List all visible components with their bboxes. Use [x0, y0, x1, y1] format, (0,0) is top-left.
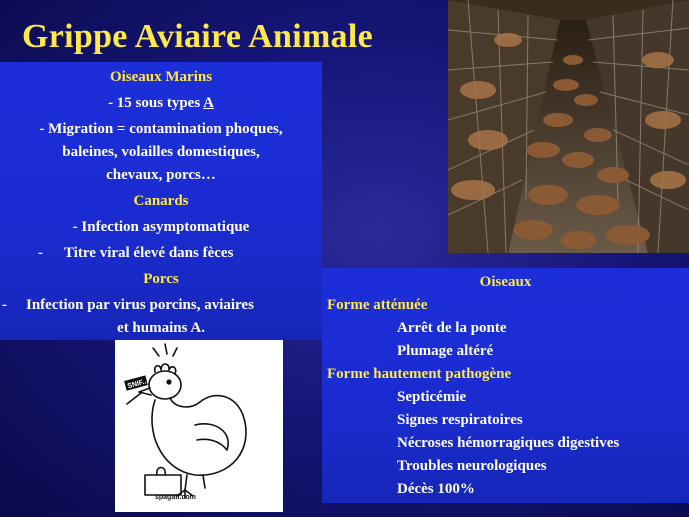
right-info-panel: [322, 268, 689, 503]
symptom-item: Plumage altéré: [397, 343, 494, 359]
heading-oiseaux: Oiseaux: [479, 274, 532, 290]
symptom-item: Signes respiratoires: [397, 412, 523, 428]
porcs-line-2: et humains A.: [117, 320, 205, 336]
heading-oiseaux-marins: Oiseaux Marins: [109, 69, 213, 85]
symptom-item: Nécroses hémorragiques digestives: [397, 435, 620, 451]
marins-line-2: - Migration = contamination phoques,: [39, 121, 283, 137]
marins-line-3: baleines, volailles domestiques,: [62, 144, 260, 160]
marins-line-4: chevaux, porcs…: [106, 167, 216, 183]
cartoon-credit: spagati.com: [155, 494, 196, 501]
heading-forme-pathogene: Forme hautement pathogène: [327, 366, 512, 382]
sick-chicken-cartoon: [115, 340, 283, 512]
heading-porcs: Porcs: [143, 271, 179, 287]
heading-canards: Canards: [133, 193, 189, 209]
symptom-item: Arrêt de la ponte: [397, 320, 507, 336]
marins-line-1: - 15 sous types A: [108, 95, 214, 111]
heading-forme-attenuee: Forme atténuée: [327, 297, 428, 313]
symptom-item: Troubles neurologiques: [397, 458, 547, 474]
left-info-panel: Oiseaux Marins - 15 sous types A - Migration = contamination phoques, baleines, volailles domestiques, chevaux, porcs… Canards - Infection asymptomatique - Titre viral élevé dans fèces Porcs - Infection par virus porcins, aviaires et humains A.: [0, 62, 322, 340]
slide-title: Grippe Aviaire Animale: [22, 18, 373, 55]
symptom-item: Septicémie: [397, 389, 467, 405]
canards-line-1: - Infection asymptomatique: [72, 219, 250, 235]
sniff-label: SNIF...: [126, 377, 149, 391]
poultry-farm-photo: [448, 0, 689, 253]
symptom-item: Décès 100%: [397, 481, 475, 497]
